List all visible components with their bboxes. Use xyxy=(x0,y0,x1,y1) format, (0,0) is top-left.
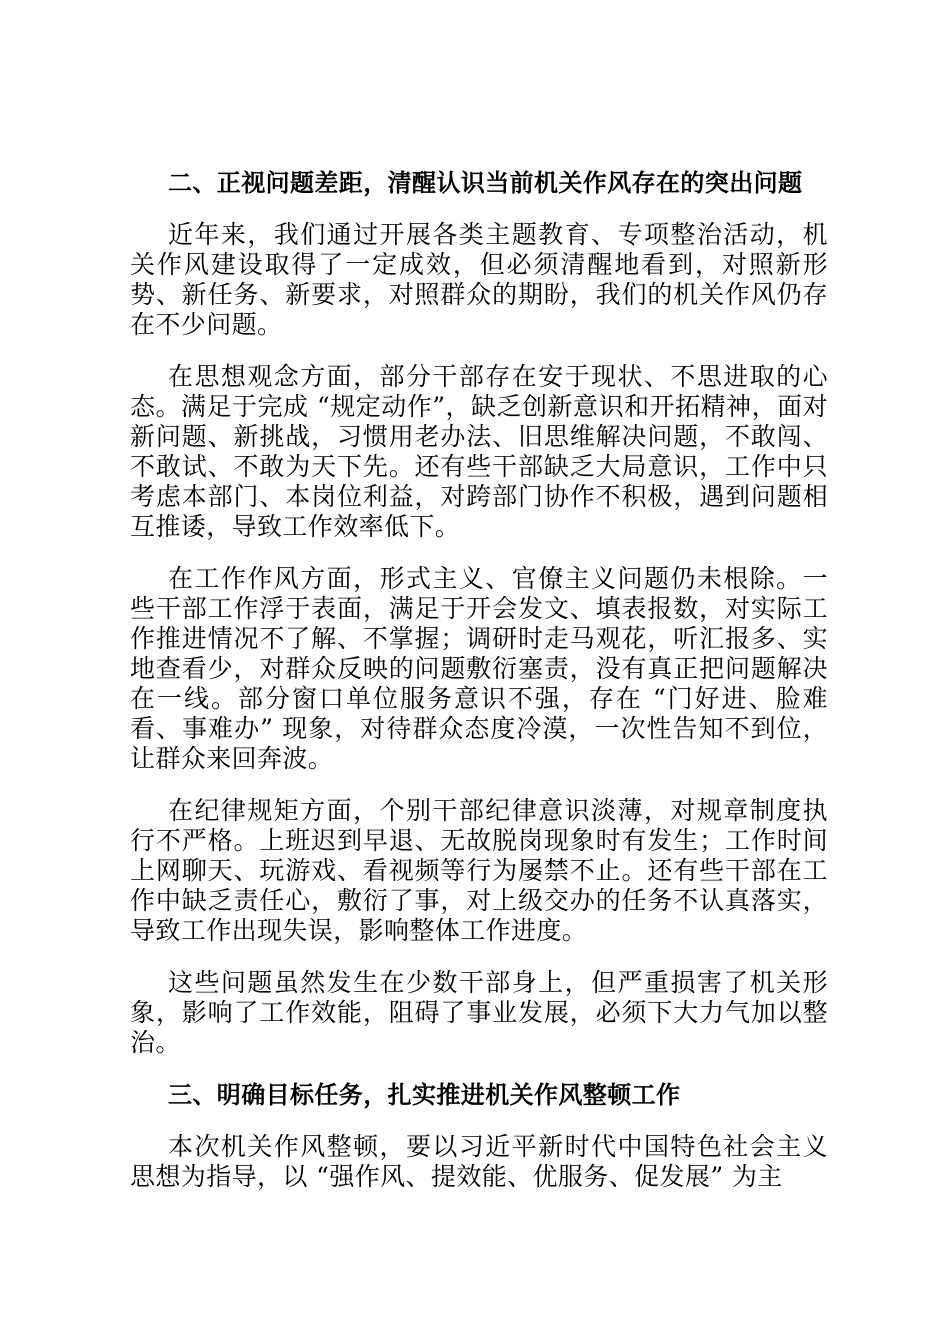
paragraph-thinking: 在思想观念方面，部分干部存在安于现状、不思进取的心态。满足于完成 “规定动作”，缺乏创新意识和开拓精神，面对新问题、新挑战，习惯用老办法、旧思维解决问题，不敢闯、不敢试、不敢为天下先。还有些干部缺乏大局意识，工作中只考虑本部门、本岗位利益，对跨部门协作不积极，遇到问题相互推诿，导致工作效率低下。 xyxy=(130,362,828,541)
paragraph-section-3: 本次机关作风整顿，要以习近平新时代中国特色社会主义思想为指导，以 “强作风、提效能、优服务、促发展” 为主 xyxy=(130,1132,828,1191)
paragraph-intro: 近年来，我们通过开展各类主题教育、专项整治活动，机关作风建设取得了一定成效，但必须清醒地看到，对照新形势、新任务、新要求，对照群众的期盼，我们的机关作风仍存在不少问题。 xyxy=(130,220,828,339)
document-body xyxy=(130,168,828,1214)
paragraph-discipline: 在纪律规矩方面，个别干部纪律意识淡薄，对规章制度执行不严格。上班迟到早退、无故脱岗现象时有发生；工作时间上网聊天、玩游戏、看视频等行为屡禁不止。还有些干部在工作中缺乏责任心，敷衍了事，对上级交办的任务不认真落实，导致工作出现失误，影响整体工作进度。 xyxy=(130,796,828,945)
paragraph-work-style: 在工作作风方面，形式主义、官僚主义问题仍未根除。一些干部工作浮于表面，满足于开会发文、填表报数，对实际工作推进情况不了解、不掌握；调研时走马观花，听汇报多、实地查看少，对群众反映的问题敷衍塞责，没有真正把问题解决在一线。部分窗口单位服务意识不强，存在 “门好进、脸难看、事难办” 现象，对待群众态度冷漠，一次性告知不到位，让群众来回奔波。 xyxy=(130,564,828,773)
paragraph-conclusion: 这些问题虽然发生在少数干部身上，但严重损害了机关形象，影响了工作效能，阻碍了事业发展，必须下大力气加以整治。 xyxy=(130,968,828,1057)
section-3-heading: 三、明确目标任务，扎实推进机关作风整顿工作 xyxy=(168,1081,681,1109)
section-2-heading: 二、正视问题差距，清醒认识当前机关作风存在的突出问题 xyxy=(168,169,803,197)
